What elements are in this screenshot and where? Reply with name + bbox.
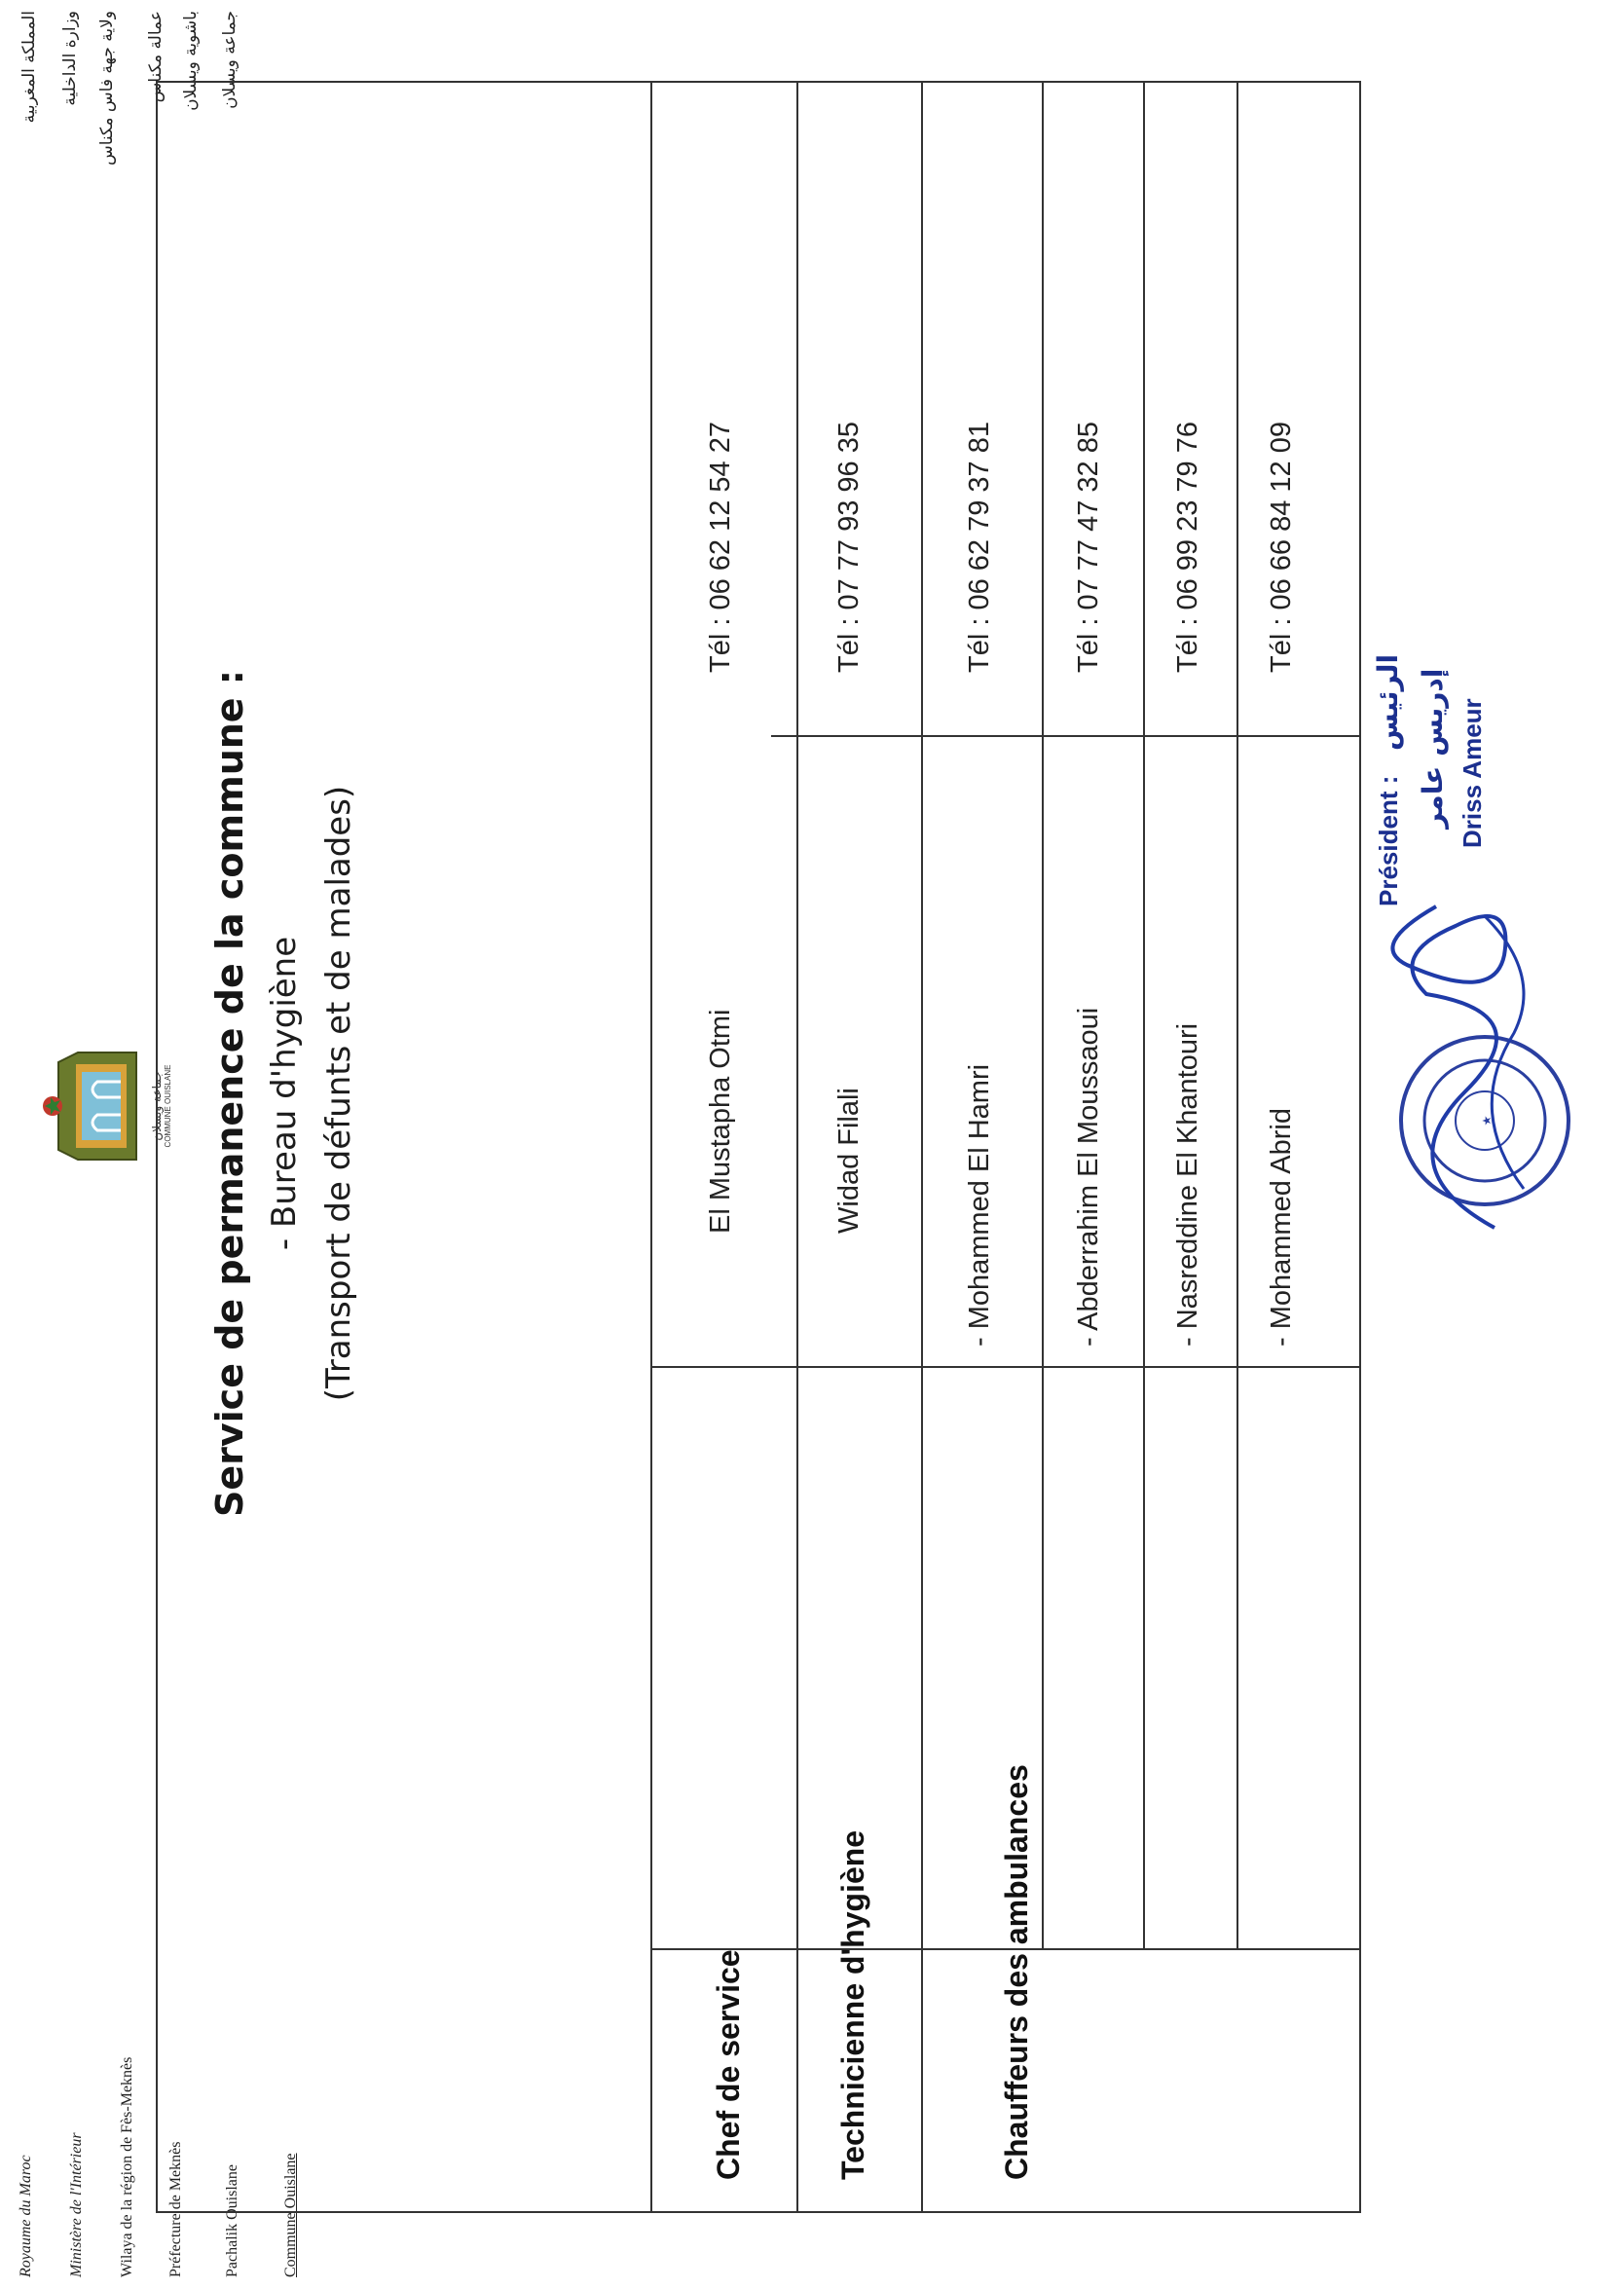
signature-title-ar: الرئيس: [1372, 653, 1404, 751]
table-subtitle-bureau: - Bureau d'hygiène: [265, 936, 304, 1251]
signature-title-fr: Président :: [1374, 775, 1403, 906]
header-ar-pachalik: باشوية ويسلان: [181, 11, 201, 111]
logo-text-fr: COMMUNE OUISLANE: [164, 1064, 172, 1148]
header-fr-wilaya: Wilaya de la région de Fès-Meknès: [119, 2056, 135, 2277]
header-ar-kingdom: المملكة المغربية: [19, 11, 39, 124]
header-fr-kingdom: Royaume du Maroc: [18, 2155, 34, 2277]
svg-text:★: ★: [1480, 1115, 1494, 1126]
header-fr-prefecture: Préfecture de Meknès: [167, 2141, 184, 2277]
tel-row-3: Tél : 06 62 79 37 81: [964, 422, 995, 673]
row-divider: [1143, 83, 1145, 1950]
permanence-table: [156, 81, 1361, 2213]
header-fr-ministry: Ministère de l'Intérieur: [68, 2132, 85, 2277]
name-row-5: - Nasreddine El Khantouri: [1172, 1022, 1203, 1347]
tel-row-5: Tél : 06 99 23 79 76: [1172, 422, 1203, 673]
tel-row-4: Tél : 07 77 47 32 85: [1073, 422, 1104, 673]
row-divider: [1042, 83, 1044, 1950]
header-ar-ministry: وزارة الداخلية: [60, 11, 80, 106]
header-ar-prefecture: عمالة مكناس: [146, 11, 166, 103]
header-fr-commune: Commune Ouislane: [282, 2153, 299, 2277]
row-divider: [796, 83, 798, 2211]
tel-row-1: Tél : 06 62 12 54 27: [705, 422, 736, 673]
name-row-1: El Mustapha Otmi: [705, 1009, 736, 1234]
header-ar-commune: جماعة ويسلان: [220, 11, 240, 109]
row-divider: [1236, 83, 1238, 1950]
name-row-6: - Mohammed Abrid: [1266, 1108, 1297, 1347]
role-chef: Chef de service: [711, 1949, 746, 2180]
role-technicienne: Technicienne d'hygiène: [835, 1829, 870, 2180]
row-divider: [650, 83, 652, 2211]
header-ar-wilaya: ولاية جهة فاس مكناس: [97, 11, 117, 166]
name-row-4: - Abderrahim El Moussaoui: [1073, 1007, 1104, 1347]
table-subtitle-transport: (Transport de défunts et de malades): [319, 785, 358, 1402]
column-divider: [650, 1366, 1359, 1368]
column-divider: [771, 735, 1359, 737]
signature-block: [1348, 575, 1602, 1257]
name-row-3: - Mohammed El Hamri: [964, 1063, 995, 1347]
header-fr-pachalik: Pachalik Ouislane: [224, 2164, 240, 2277]
logo-text-ar: جماعة ويسلان: [150, 1071, 164, 1141]
signature-name-ar: إدريس عامر: [1417, 668, 1449, 829]
role-chauffeurs: Chauffeurs des ambulances: [999, 1764, 1034, 2180]
table-title-cell: [158, 83, 650, 2211]
row-divider: [921, 83, 923, 2211]
tel-row-2: Tél : 07 77 93 96 35: [833, 422, 865, 673]
name-row-2: Widad Filali: [833, 1088, 865, 1234]
table-title: Service de permanence de la commune :: [208, 670, 251, 1517]
signature-name-fr: Driss Ameur: [1458, 698, 1487, 848]
tel-row-6: Tél : 06 66 84 12 09: [1266, 422, 1297, 673]
